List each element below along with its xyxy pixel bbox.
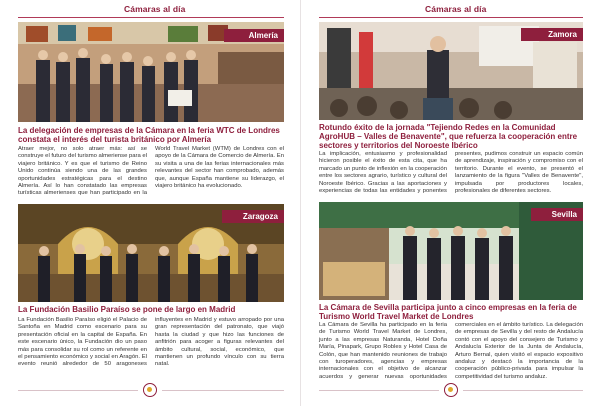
sevilla-photo: [319, 202, 583, 300]
almeria-photo: [18, 22, 284, 122]
zaragoza-photo: [18, 204, 284, 302]
footer-rule: [319, 390, 439, 391]
footer-rule: [162, 390, 284, 391]
article-title: La delegación de empresas de la Cámara en la feria WTC de Londres constata el interés del turista británico por Almería: [18, 126, 280, 144]
section-header: Cámaras al día: [425, 4, 487, 14]
article-body: Atraer mejor, no solo atraer más: así se construye el futuro del turismo almeriense para el viajero británico. Y es que el turismo de Reino Unido continúa siendo una de las grandes oportunidades estratégicas para el destino Almería. Así lo han constatado las empresas turísticas almerienses que han participado en la World Travel Market (WTM) de Londres con el apoyo de la Cámara de Comercio de Almería. En su visita a una de las ferias internacionales más relevantes del sector han comprobado, además que, aunque España mantiene su liderazgo, el viajero británico ha evolucionado.: [18, 146, 284, 197]
article-body: La Fundación Basilio Paraíso eligió el Palacio de Santoña en Madrid como escenario para su presentación oficial en la capital de España. En este escenario único, la Fundación dio un paso más para consolidar su rol como un referente en el pensamiento económico y social en Aragón. El evento reunió alrededor de 50 aragoneses influyentes en Madrid y estuvo arropado por una gran representación del patronato, que viajó hasta la ciudad y que hizo las funciones de anfitrión para acoger a figuras relevantes del ámbito cultural, social, económico, que mantienen un profundo vínculo con su tierra natal.: [18, 317, 284, 368]
header-rule: [18, 17, 284, 18]
region-tag: Zaragoza: [222, 210, 284, 223]
chamber-seal-icon: [444, 383, 458, 397]
article-body: La implicación, entusiasmo y profesionalidad hicieron posible el éxito de esta cita, que ha marcado un punto de inflexión en la cooperación entre los sectores agrario, turístico y cultural del Noroeste Ibérico. Gracias a las aportaciones y experiencias de todas las entidades y ponentes presentes, pudimos construir un espacio común de aprendizaje, inspiración y compromiso con el territorio. Durante el evento, se presentó el lanzamiento de la figura "Valles de Benavente", impulsada por productores locales, profesionales de diferentes sectores.: [319, 151, 583, 195]
zamora-photo: [319, 22, 583, 120]
right-page: [300, 0, 600, 406]
region-tag: Almería: [224, 29, 284, 42]
article-title: La Cámara de Sevilla participa junto a cinco empresas en la feria de Turismo World Travel Market de Londres: [319, 303, 577, 321]
article-title: Rotundo éxito de la jornada "Tejiendo Redes en la Comunidad AgroHUB – Valles de Benavente", que refuerza la cooperación entre sectores y territorios del Noroeste Ibérico: [319, 123, 578, 150]
article-body: La Cámara de Sevilla ha participado en la feria de Turismo World Travel Market de Londres, junto a las empresas Naturanda, Hotel Doña María, Pinapark, Grupo Robles y Hotel Casa de Colón, que han mantenido reuniones de trabajo con turoperadores, agencias y empresas internacionales con el objetivo de alcanzar acuerdos y generar nuevas oportunidades comerciales en el ámbito turístico. La delegación de empresas de Sevilla y del resto de Andalucía contó con el apoyo del consejero de Turismo y Andalucía Exterior de la Junta de Andalucía, Arturo Bernal, quien visitó el espacio expositivo andaluz y destacó la importancia de la cooperación público-privada para impulsar la competitividad del turismo andaluz.: [319, 322, 583, 380]
footer-rule: [18, 390, 138, 391]
region-tag: Zamora: [521, 28, 583, 41]
section-header: Cámaras al día: [124, 4, 186, 14]
region-tag: Sevilla: [531, 208, 583, 221]
header-rule: [319, 17, 583, 18]
footer-rule: [463, 390, 583, 391]
article-title: La Fundación Basilio Paraíso se pone de largo en Madrid: [18, 305, 236, 314]
chamber-seal-icon: [143, 383, 157, 397]
